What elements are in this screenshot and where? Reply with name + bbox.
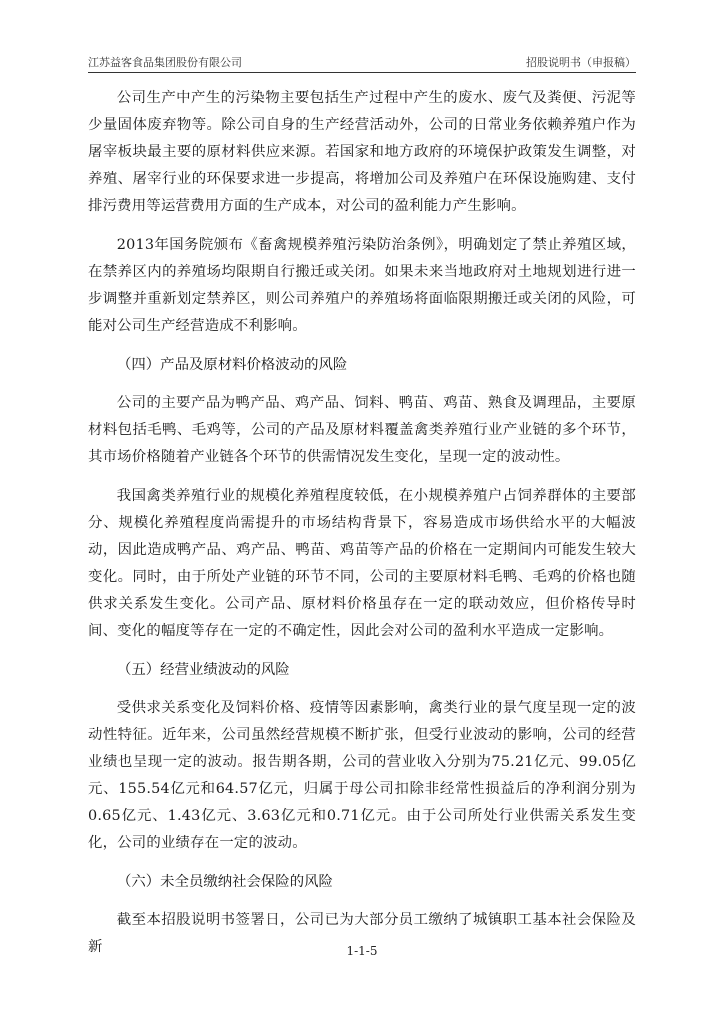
section-heading-price-risk: （四）产品及原材料价格波动的风险: [117, 357, 348, 373]
paragraph-performance: 受供求关系变化及饲料价格、疫情等因素影响，禽类行业的景气度呈现一定的波动性特征。近年来，公司虽然经营规模不断扩张，但受行业波动的影响，公司的经营业绩也呈现一定的波动。报告期各期，公司的营业收入分别为75.21亿元、99.05亿元、155.54亿元和64.57亿元，归属于母公司扣除非经常性损益后的净利润分别为0.65亿元、1.43亿元、3.63亿元和0.71亿元。由于公司所处行业供需关系发生变化，公司的业绩存在一定的波动。: [88, 700, 636, 851]
paragraph-market-structure: 我国禽类养殖行业的规模化养殖程度较低，在小规模养殖户占饲养群体的主要部分、规模化养殖程度尚需提升的市场结构背景下，容易造成市场供给水平的大幅波动，因此造成鸭产品、鸡产品、鸭苗、鸡苗等产品的价格在一定期间内可能发生较大变化。同时，由于所处产业链的环节不同，公司的主要原材料毛鸭、毛鸡的价格也随供求关系发生变化。公司产品、原材料价格虽存在一定的联动效应，但价格传导时间、变化的幅度等存在一定的不确定性，因此会对公司的盈利水平造成一定影响。: [88, 488, 636, 639]
header-document-type: 招股说明书（申报稿）: [526, 56, 636, 69]
section-heading-social-insurance-risk: （六）未全员缴纳社会保险的风险: [117, 874, 333, 890]
paragraph-pollution: 公司生产中产生的污染物主要包括生产过程中产生的废水、废气及粪便、污泥等少量固体废弃物等。除公司自身的生产经营活动外，公司的日常业务依赖养殖户作为屠宰板块最主要的原材料供应来源。若国家和地方政府的环境保护政策发生调整，对养殖、屠宰行业的环保要求进一步提高，将增加公司及养殖户在环保设施购建、支付排污费用等运营费用方面的生产成本，对公司的盈利能力产生影响。: [88, 90, 636, 214]
section-heading-performance-risk: （五）经营业绩波动的风险: [117, 662, 290, 678]
page-number: 1-1-5: [346, 944, 378, 958]
page-header: [88, 50, 636, 73]
paragraph-products: 公司的主要产品为鸭产品、鸡产品、饲料、鸭苗、鸡苗、熟食及调理品，主要原材料包括毛鸭、毛鸡等，公司的产品及原材料覆盖禽类养殖行业产业链的多个环节，其市场价格随着产业链各个环节的供需情况发生变化，呈现一定的波动性。: [88, 395, 636, 465]
header-company-name: 江苏益客食品集团股份有限公司: [88, 56, 242, 69]
paragraph-social-insurance: 截至本招股说明书签署日，公司已为大部分员工缴纳了城镇职工基本社会保险及新: [88, 912, 636, 955]
paragraph-regulation: 2013年国务院颁布《畜禽规模养殖污染防治条例》，明确划定了禁止养殖区域，在禁养区内的养殖场均限期自行搬迁或关闭。如果未来当地政府对土地规划进行进一步调整并重新划定禁养区，则公司养殖户的养殖场将面临限期搬迁或关闭的风险，可能对公司生产经营造成不利影响。: [88, 237, 636, 334]
body-content: [88, 85, 636, 973]
